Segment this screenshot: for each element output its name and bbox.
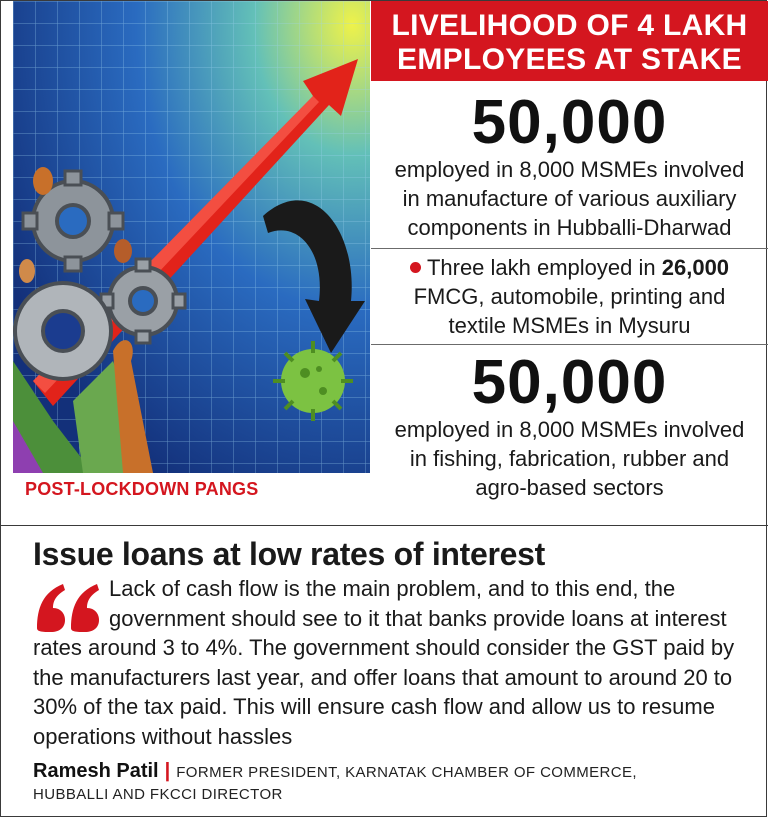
stat-block-coastal xyxy=(371,347,768,502)
stat-line: FMCG, automobile, printing and xyxy=(413,284,726,309)
illustration xyxy=(13,1,370,473)
illustration-artwork xyxy=(13,1,370,473)
stat-number: 50,000 xyxy=(471,88,668,157)
quote-body xyxy=(33,574,748,751)
virus-icon xyxy=(273,341,353,421)
attribution xyxy=(33,760,753,806)
divider xyxy=(371,344,768,345)
gear-icon xyxy=(15,283,111,379)
stat-line: in manufacture of various auxiliary xyxy=(402,186,737,211)
stat-bullet-line xyxy=(371,253,768,282)
bullet-bold-number: 26,000 xyxy=(661,255,730,280)
stat-number: 50,000 xyxy=(471,348,668,417)
stat-line: in fishing, fabrication, rubber and xyxy=(409,446,730,471)
speaker-name: Ramesh Patil xyxy=(33,760,159,782)
stat-line: employed in 8,000 MSMEs involved xyxy=(394,417,745,442)
stat-block-hubballi xyxy=(371,81,768,242)
top-section xyxy=(1,1,768,525)
quote-section xyxy=(1,525,768,819)
speaker-role: FORMER PRESIDENT, KARNATAK CHAMBER OF COMMERCE, xyxy=(176,764,637,781)
bullet-dot-icon xyxy=(410,262,421,273)
speaker-role-line-2: HUBBALLI AND FKCCI DIRECTOR xyxy=(33,786,283,803)
headline-banner xyxy=(371,1,768,81)
stat-line: textile MSMEs in Mysuru xyxy=(448,313,691,338)
headline-line-1: LIVELIHOOD OF 4 LAKH xyxy=(391,9,748,42)
double-quote-icon xyxy=(33,578,103,632)
stat-line: employed in 8,000 MSMEs involved xyxy=(394,157,745,182)
illustration-caption: POST-LOCKDOWN PANGS xyxy=(25,479,259,499)
attribution-separator: | xyxy=(164,760,171,782)
quote-text: Lack of cash flow is the main problem, and to this end, the government should see to it that banks provide loans at interest rates around 3 to 4%. The government should consider the GST paid by the manufacturers last year, and offer loans that amount to around 20 to 30% of the tax paid. This will ensure cash flow and allow us to resume operations without hassles xyxy=(33,576,735,749)
quote-title: Issue loans at low rates of interest xyxy=(33,536,546,572)
stats-column xyxy=(371,1,768,502)
stat-line: components in Hubballi-Dharwad xyxy=(407,215,732,240)
divider xyxy=(371,248,768,249)
stat-line: agro-based sectors xyxy=(475,475,664,500)
headline-line-2: EMPLOYEES AT STAKE xyxy=(397,43,742,76)
stat-block-mysuru xyxy=(371,251,768,340)
bullet-prefix: Three lakh employed in xyxy=(426,255,656,280)
